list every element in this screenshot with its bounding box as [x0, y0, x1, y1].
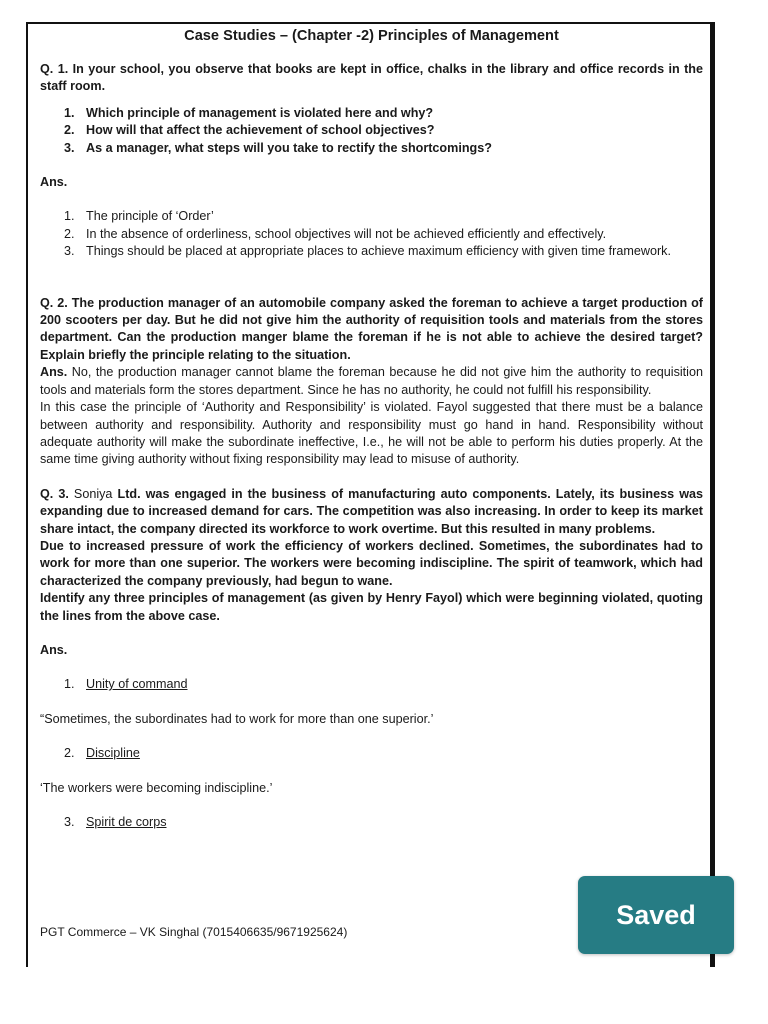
- question-3-text-3: Identify any three principles of management (as given by Henry Fayol) which were beginning violated, quoting the lines from the above case.: [40, 591, 703, 623]
- list-item: 2. In the absence of orderliness, school objectives will not be achieved efficiently and effectively.: [64, 226, 607, 241]
- answer-label: Ans.: [40, 175, 68, 190]
- list-item: 2. How will that affect the achievement of school objectives?: [64, 123, 435, 138]
- list-item: 3. As a manager, what steps will you take to rectify the shortcomings?: [64, 140, 492, 155]
- principle-name: Unity of command: [86, 677, 188, 692]
- question-3-text: Q. 3. Soniya Ltd. was engaged in the business of manufacturing auto components. Lately, its business was expanding due to increased demand for cars. The competition was also increasing. In order to keep its market share intact, the company directed its workforce to work overtime. But this resulted in many problems.: [40, 486, 703, 536]
- question-1-text: Q. 1. In your school, you observe that books are kept in office, chalks in the library and office records in the staff room.: [40, 62, 703, 94]
- question-2-answer-2: In this case the principle of ‘Authority and Responsibility’ is violated. Fayol suggested that there must be a balance between authority and responsibility. Authority and responsibility must go hand in hand. Responsibility without adequate authority will make the subordinate ineffective, I.e., he will not be able to perform his duties properly. At the same time giving authority without fixing responsibility may lead to misuse of authority.: [40, 400, 703, 467]
- list-item: 1. Which principle of management is violated here and why?: [64, 105, 434, 120]
- question-3-answer-2: [40, 745, 703, 762]
- question-3: [40, 486, 703, 832]
- list-item: 2. Discipline: [64, 746, 140, 761]
- list-item: 3. Things should be placed at appropriate places to achieve maximum efficiency with given time framework.: [64, 244, 671, 259]
- quote: ‘The workers were becoming indiscipline.’: [40, 780, 273, 795]
- question-2-text: Q. 2. The production manager of an automobile company asked the foreman to achieve a target production of 200 scooters per day. But he did not give him the authority of requisition tools and materials from the stores department. Can the production manger blame the foreman if he is not able to achieve the desired target? Explain briefly the principle relating to the situation.: [40, 295, 703, 362]
- list-item: 3. Spirit de corps: [64, 815, 167, 829]
- document-body: [40, 26, 703, 831]
- question-2: [40, 295, 703, 469]
- question-1-answers: [40, 208, 703, 260]
- question-3-text-2: Due to increased pressure of work the efficiency of workers declined. Sometimes, the subordinates had to work for more than one superior. The workers were becoming indiscipline. The spirit of teamwork, which had characterized the company previously, had begun to wane.: [40, 538, 703, 588]
- principle-name: Spirit de corps: [86, 815, 167, 829]
- list-item: 1. Unity of command: [64, 677, 188, 692]
- saved-toast[interactable]: Saved: [578, 876, 734, 954]
- question-1: [40, 61, 703, 261]
- list-item: 1. The principle of ‘Order’: [64, 209, 214, 224]
- question-1-subquestions: [40, 105, 703, 157]
- document-title: Case Studies – (Chapter -2) Principles of Management: [184, 28, 559, 44]
- page-footer: PGT Commerce – VK Singhal (7015406635/9671925624): [40, 925, 348, 939]
- question-3-answer-3: [40, 814, 703, 831]
- principle-name: Discipline: [86, 746, 140, 761]
- question-2-answer-1: Ans. No, the production manager cannot blame the foreman because he did not give him the authority to requisition tools and materials form the stores department. Since he has no authority, he could not fulfill his responsibility.: [40, 365, 703, 397]
- question-3-answer-1: [40, 676, 703, 693]
- answer-label: Ans.: [40, 365, 68, 380]
- quote: “Sometimes, the subordinates had to work for more than one superior.’: [40, 711, 434, 726]
- answer-label: Ans.: [40, 642, 68, 657]
